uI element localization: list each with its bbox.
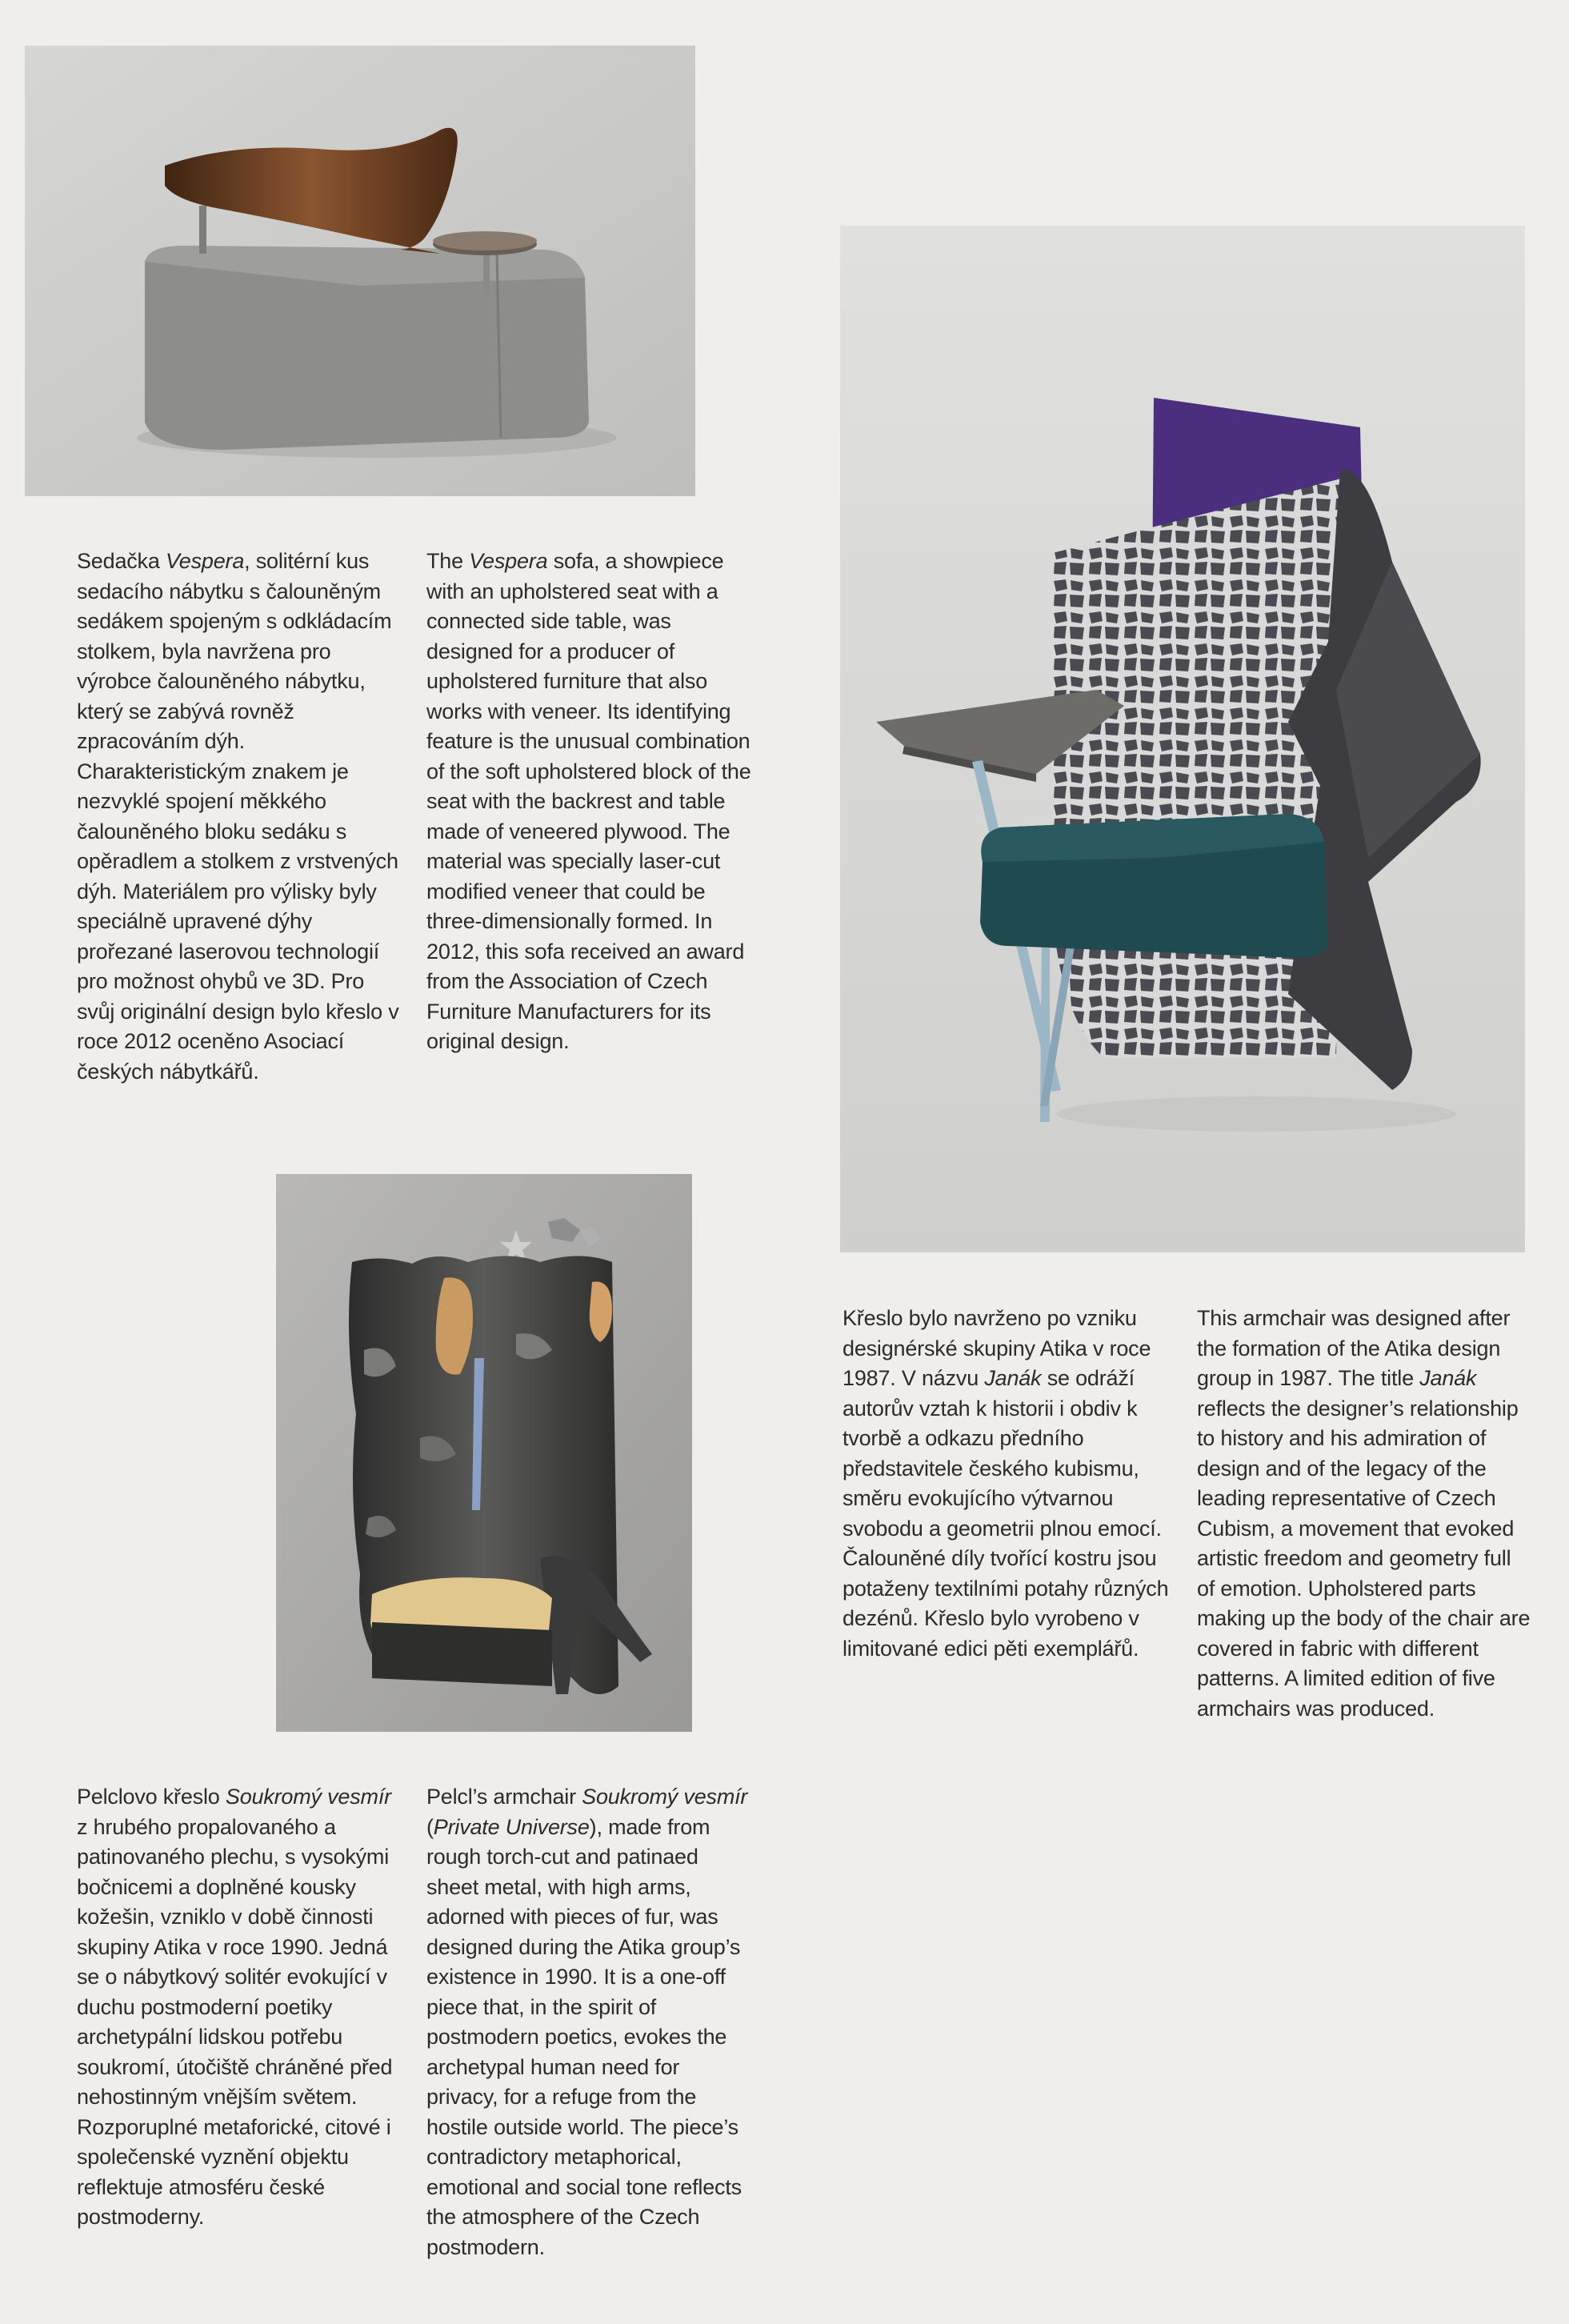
janak-title-en: Janák <box>1419 1366 1477 1390</box>
soukromy-title-en: Soukromý vesmír <box>582 1785 748 1809</box>
janak-paragraph-cz: Křeslo bylo navrženo po vzniku designérské skupiny Atika v roce 1987. V názvu Janák se odráží autorův vztah k historii i obdiv k tvorbě a odkazu předního představitele českého kubismu, směru evokujícího výtvarnou svobodu a geometrii plnou emocí. Čalouněné díly tvořící kostru jsou potaženy textilními potahy různých dezénů. Křeslo bylo vyrobeno v limitované edici pěti exemplářů. <box>843 1306 1169 1661</box>
vespera-text-en <box>426 547 754 1057</box>
janak-armchair-photo <box>840 226 1525 1252</box>
soukromy-text-cz <box>77 1782 404 2233</box>
janak-text-cz <box>843 1304 1170 1664</box>
janak-paragraph-en: This armchair was designed after the formation of the Atika design group in 1987. The title Janák reflects the designer’s relationship to history and his admiration of design and of the legacy of the leading representative of Czech Cubism, a movement that evoked artistic freedom and geometry full of emotion. Upholstered parts making up the body of the chair are covered in fabric with different patterns. A limited edition of five armchairs was produced. <box>1197 1306 1531 1721</box>
vespera-sofa-photo <box>25 46 695 496</box>
vespera-title-en: Vespera <box>469 549 548 573</box>
janak-text-en <box>1197 1304 1533 1724</box>
vespera-paragraph-en: The Vespera sofa, a showpiece with an upholstered seat with a connected side table, was designed for a producer of upholstered furniture that also works with veneer. Its identifying feature is the unusual combination of the soft upholstered block of the seat with the backrest and table made of veneered plywood. The material was specially laser-cut modified veneer that could be three-dimensionally formed. In 2012, this sofa received an award from the Association of Czech Furniture Manufacturers for its original design. <box>426 549 751 1053</box>
soukromy-vesmir-photo <box>276 1174 692 1732</box>
soukromy-paragraph-cz: Pelclovo křeslo Soukromý vesmír z hrubého propalovaného a patinovaného plechu, s vysokými bočnicemi a doplněné kousky kožešin, vzniklo v době činnosti skupiny Atika v roce 1990. Jedná se o nábytkový solitér evokující v duchu postmoderní poetiky archetypální lidskou potřebu soukromí, útočiště chráněné před nehostinným vnějším světem. Rozporuplné metaforické, citové i společenské vyznění objektu reflektuje atmosféru české postmoderny. <box>77 1785 393 2229</box>
soukromy-title2-en: Private Universe <box>433 1814 590 1839</box>
vespera-text-cz <box>77 547 404 1087</box>
vespera-title-cz: Vespera <box>165 549 245 573</box>
vespera-sofa-illustration <box>25 46 695 496</box>
soukromy-text-en <box>426 1782 754 2262</box>
soukromy-paragraph-en: Pelcl’s armchair Soukromý vesmír (Private Universe), made from rough torch-cut and patinaed sheet metal, with high arms, adorned with pieces of fur, was designed during the Atika group’s existence in 1990. It is a one-off piece that, in the spirit of postmodern poetics, evokes the archetypal human need for privacy, for a refuge from the hostile outside world. The piece’s contradictory metaphorical, emotional and social tone reflects the atmosphere of the Czech postmodern. <box>426 1785 748 2259</box>
vespera-paragraph-cz: Sedačka Vespera, solitérní kus sedacího nábytku s čalouněným sedákem spojeným s odkládacím stolkem, byla navržena pro výrobce čalouněného nábytku, který se zabývá rovněž zpracováním dýh. Charakteristickým znakem je nezvyklé spojení měkkého čalouněného bloku sedáku s opěradlem a stolkem z vrstvených dýh. Materiálem pro výlisky byly speciálně upravené dýhy prořezané laserovou technologií pro možnost ohybů ve 3D. Pro svůj originální design bylo křeslo v roce 2012 oceněno Asociací českých nábytkářů. <box>77 549 399 1084</box>
janak-armchair-illustration <box>840 226 1525 1252</box>
soukromy-title-cz: Soukromý vesmír <box>225 1785 391 1809</box>
soukromy-vesmir-illustration <box>276 1174 692 1732</box>
janak-title-cz: Janák <box>984 1366 1042 1390</box>
